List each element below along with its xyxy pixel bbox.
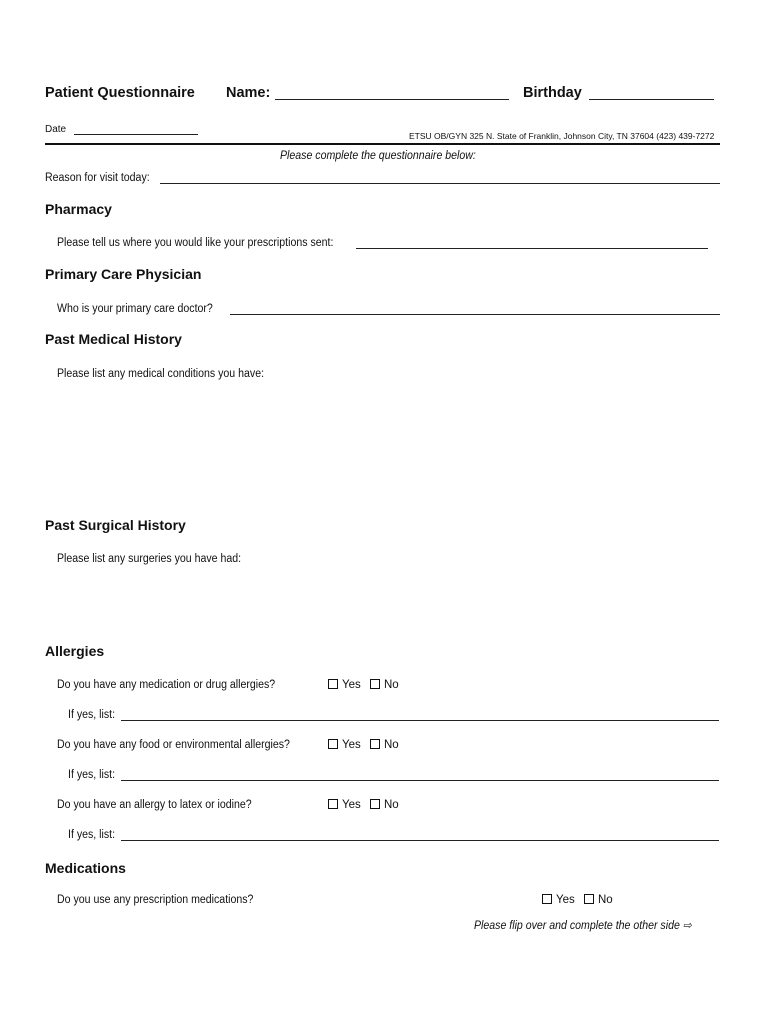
psh-question: Please list any surgeries you have had: <box>57 553 242 565</box>
clinic-info: ETSU OB/GYN 325 N. State of Franklin, Johnson City, TN 37604 (423) 439-7272 <box>409 131 715 141</box>
pharmacy-field[interactable] <box>356 248 708 249</box>
allergy-q1-options <box>328 679 399 691</box>
yes-label: Yes <box>342 739 361 751</box>
allergy-q3-ifyes: If yes, list: <box>68 829 116 841</box>
allergy-q3-no-checkbox[interactable] <box>370 799 380 809</box>
yes-label: Yes <box>342 799 361 811</box>
instructions-text: Please complete the questionnaire below: <box>280 150 476 162</box>
no-label: No <box>383 739 399 751</box>
allergies-heading: Allergies <box>45 643 105 659</box>
medications-q1-options <box>542 894 613 906</box>
allergy-q2-ifyes: If yes, list: <box>68 769 116 781</box>
medications-q1: Do you use any prescription medications? <box>57 894 254 906</box>
allergy-q1-no-checkbox[interactable] <box>370 679 380 689</box>
no-label: No <box>597 894 613 906</box>
allergy-q1-list-field[interactable] <box>121 720 719 721</box>
allergy-q3: Do you have an allergy to latex or iodine? <box>57 799 252 811</box>
medications-q1-no-checkbox[interactable] <box>584 894 594 904</box>
pharmacy-question: Please tell us where you would like your prescriptions sent: <box>57 237 334 249</box>
allergy-q2-options <box>328 739 399 751</box>
allergy-q2: Do you have any food or environmental allergies? <box>57 739 290 751</box>
medications-q1-yes-checkbox[interactable] <box>542 894 552 904</box>
date-field[interactable] <box>74 134 198 135</box>
pcp-question: Who is your primary care doctor? <box>57 303 213 315</box>
pcp-heading: Primary Care Physician <box>45 266 202 282</box>
allergy-q1-ifyes: If yes, list: <box>68 709 116 721</box>
flip-over-note: Please flip over and complete the other side ⇨ <box>474 920 692 932</box>
allergy-q3-list-field[interactable] <box>121 840 719 841</box>
no-label: No <box>383 679 399 691</box>
pmh-question: Please list any medical conditions you have: <box>57 368 265 380</box>
pmh-heading: Past Medical History <box>45 331 182 347</box>
allergy-q3-yes-checkbox[interactable] <box>328 799 338 809</box>
medications-heading: Medications <box>45 860 126 876</box>
header-divider <box>45 143 720 145</box>
yes-label: Yes <box>556 894 575 906</box>
allergy-q2-list-field[interactable] <box>121 780 719 781</box>
birthday-label: Birthday <box>523 85 582 101</box>
allergy-q2-yes-checkbox[interactable] <box>328 739 338 749</box>
birthday-field[interactable] <box>589 99 714 100</box>
allergy-q3-options <box>328 799 399 811</box>
allergy-q1-yes-checkbox[interactable] <box>328 679 338 689</box>
pharmacy-heading: Pharmacy <box>45 201 112 217</box>
psh-heading: Past Surgical History <box>45 517 186 533</box>
no-label: No <box>383 799 399 811</box>
reason-field[interactable] <box>160 183 720 184</box>
reason-label: Reason for visit today: <box>45 172 150 184</box>
pcp-field[interactable] <box>230 314 720 315</box>
allergy-q2-no-checkbox[interactable] <box>370 739 380 749</box>
yes-label: Yes <box>342 679 361 691</box>
date-label: Date <box>45 124 67 135</box>
form-title: Patient Questionnaire <box>45 85 195 101</box>
allergy-q1: Do you have any medication or drug allergies? <box>57 679 276 691</box>
name-label: Name: <box>226 85 271 101</box>
name-field[interactable] <box>275 99 509 100</box>
